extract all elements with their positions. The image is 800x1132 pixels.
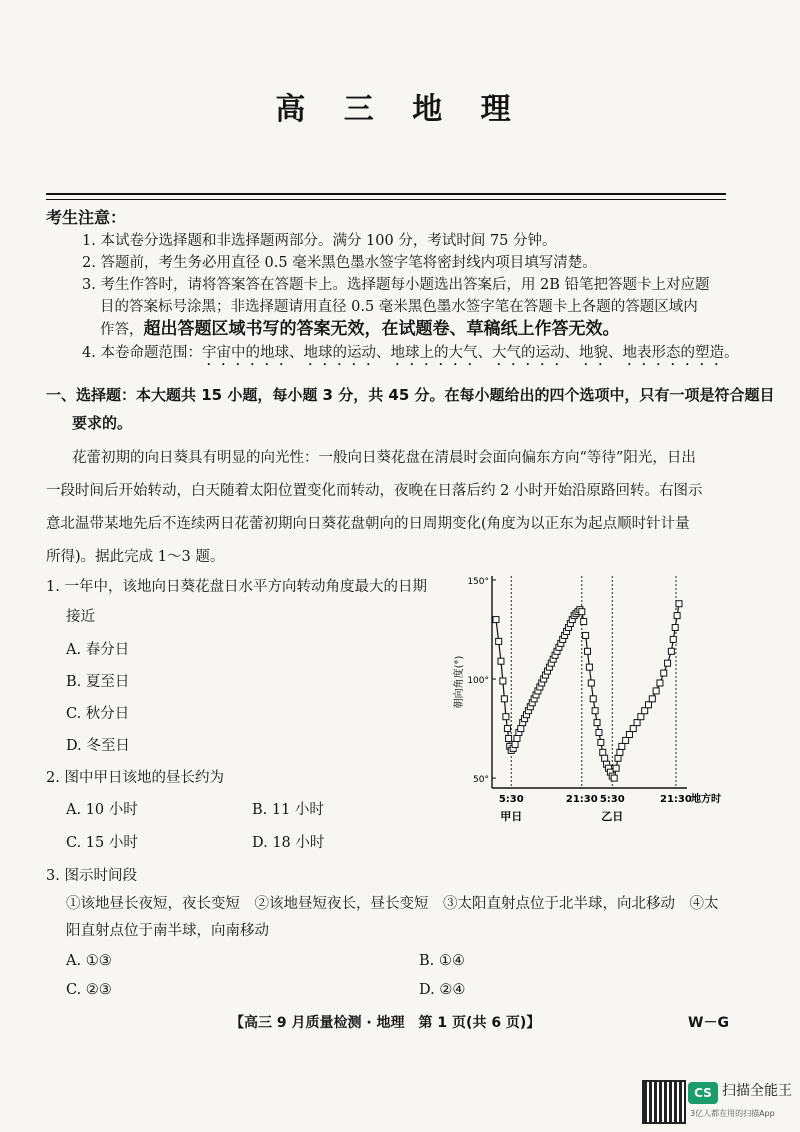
q2-option-a: A. 10 小时	[66, 802, 138, 818]
scanner-app-tagline: 3亿人都在用的扫描App	[690, 1109, 775, 1118]
data-point	[613, 765, 619, 771]
x-tick-label: 21:30	[565, 794, 598, 805]
data-point	[653, 688, 659, 694]
x-tick-label: 5:30	[498, 794, 524, 805]
qr-code-icon	[642, 1080, 686, 1124]
q3-option-d: D. ②④	[419, 982, 466, 998]
q3-option-c: C. ②③	[66, 982, 112, 998]
y-axis-label: 朝向角度(°)	[454, 655, 465, 709]
y-tick-label: 100°	[467, 676, 489, 687]
data-point	[665, 660, 671, 666]
top-double-rule	[46, 193, 726, 195]
q3-body-line2: 阳直射点位于南半球，向南移动	[66, 923, 269, 939]
q2-option-d: D. 18 小时	[252, 835, 325, 851]
section-heading-line1: 一、选择题：本大题共 15 小题，每小题 3 分，共 45 分。在每小题给出的四个选项中，只有一项是符合题目	[46, 386, 775, 404]
passage-line3: 意北温带某地先后不连续两日花蕾初期向日葵花盘朝向的日周期变化(角度为以正东为起点顺时针计量	[46, 516, 690, 532]
notice-3-lead: 作答，	[100, 322, 144, 338]
data-point	[657, 680, 663, 686]
q2-stem: 2. 图中甲日该地的昼长约为	[46, 770, 224, 786]
notice-4	[82, 340, 738, 369]
notice-4-lead: 4. 本卷命题范围：	[82, 345, 202, 361]
q3-body-line1: ①该地昼长夜短，夜长变短 ②该地昼短夜长，昼长变短 ③太阳直射点位于北半球，向北移动 ④太	[66, 896, 719, 912]
day-label-jia: 甲日	[500, 810, 523, 823]
notice-3: 3. 考生作答时，请将答案答在答题卡上。选择题每小题选出答案后，用 2B 铅笔把答题卡上对应题	[82, 277, 710, 293]
q3-stem: 3. 图示时间段	[46, 868, 137, 884]
data-point	[600, 749, 606, 755]
data-point	[583, 632, 589, 638]
section-heading-line2: 要求的。	[72, 414, 133, 432]
data-point	[585, 648, 591, 654]
data-point	[514, 735, 520, 741]
data-point	[642, 708, 648, 714]
data-point	[661, 670, 667, 676]
scanner-app-name: 扫描全能王	[722, 1083, 792, 1099]
data-point	[588, 680, 594, 686]
data-point	[503, 714, 509, 720]
data-point	[611, 775, 617, 781]
data-point	[649, 696, 655, 702]
data-point	[619, 743, 625, 749]
data-point	[579, 609, 585, 615]
q2-option-b: B. 11 小时	[252, 802, 324, 818]
top-double-rule-thin	[46, 199, 726, 200]
data-point	[594, 720, 600, 726]
q3-option-b: B. ①④	[419, 953, 465, 969]
q1-option-d: D. 冬至日	[66, 738, 130, 754]
q1-stem: 1. 一年中，该地向日葵花盘日水平方向转动角度最大的日期	[46, 579, 427, 595]
data-point	[598, 739, 604, 745]
data-point	[518, 726, 524, 732]
document-title: 高 三 地 理	[275, 92, 525, 127]
data-point	[498, 658, 504, 664]
data-point	[630, 726, 636, 732]
data-point	[586, 664, 592, 670]
camscanner-logo-icon: CS	[688, 1082, 718, 1104]
data-point	[634, 720, 640, 726]
data-point	[602, 755, 608, 761]
day-label-yi: 乙日	[601, 810, 624, 823]
notice-2: 2. 答题前，考生务必用直径 0.5 毫米黑色墨水签字笔将密封线内项目填写清楚。	[82, 255, 597, 271]
q1-option-b: B. 夏至日	[66, 674, 130, 690]
data-point	[581, 619, 587, 625]
data-point	[512, 741, 518, 747]
data-point	[590, 696, 596, 702]
data-point	[668, 648, 674, 654]
q2-option-c: C. 15 小时	[66, 835, 138, 851]
y-tick-label: 150°	[467, 576, 489, 587]
data-point	[493, 617, 499, 623]
notice-3-emphasis: 超出答题区域书写的答案无效，在试题卷、草稿纸上作答无效。	[143, 319, 620, 339]
q1-option-c: C. 秋分日	[66, 706, 130, 722]
q1-stem-cont: 接近	[66, 609, 95, 625]
data-point	[638, 714, 644, 720]
notice-1: 1. 本试卷分选择题和非选择题两部分。满分 100 分，考试时间 75 分钟。	[82, 233, 557, 249]
x-axis-label: 地方时	[691, 794, 721, 805]
data-point	[626, 732, 632, 738]
data-point	[672, 625, 678, 631]
passage-line4: 所得)。据此完成 1～3 题。	[46, 549, 225, 565]
passage-line1: 花蕾初期的向日葵具有明显的向光性：一般向日葵花盘在清晨时会面向偏东方向“等待”阳光，日出	[72, 450, 696, 466]
data-point	[674, 613, 680, 619]
data-point	[506, 735, 512, 741]
data-point	[592, 708, 598, 714]
paper-code: W－G	[688, 1015, 729, 1031]
q3-option-a: A. ①③	[66, 953, 112, 969]
data-point	[646, 702, 652, 708]
data-point	[676, 601, 682, 607]
data-point	[617, 749, 623, 755]
data-point	[496, 638, 502, 644]
notice-3-cont2	[100, 316, 620, 343]
q1-option-a: A. 春分日	[66, 642, 130, 658]
data-point	[670, 636, 676, 642]
notice-4-scope: 宇宙中的地球、地球的运动、地球上的大气、大气的运动、地貌、地表形态的塑造。	[201, 345, 739, 361]
sunflower-orientation-chart	[440, 566, 740, 826]
data-point	[615, 755, 621, 761]
notice-3-cont: 目的答案标号涂黑；非选择题请用直径 0.5 毫米黑色墨水签字笔在答题卡上各题的答题区域内	[100, 299, 698, 315]
page-footer: 【高三 9 月质量检测 · 地理 第 1 页(共 6 页)】	[230, 1015, 541, 1031]
data-point	[500, 678, 506, 684]
data-point	[504, 726, 510, 732]
data-point	[623, 737, 629, 743]
y-tick-label: 50°	[473, 775, 489, 786]
passage-line2: 一段时间后开始转动，白天随着太阳位置变化而转动，夜晚在日落后约 2 小时开始沿原路回转。右图示	[46, 483, 703, 499]
data-point	[501, 696, 507, 702]
x-tick-label: 5:30	[599, 794, 625, 805]
notice-heading: 考生注意：	[46, 208, 127, 227]
x-tick-label: 21:30	[660, 794, 692, 805]
data-point	[596, 730, 602, 736]
